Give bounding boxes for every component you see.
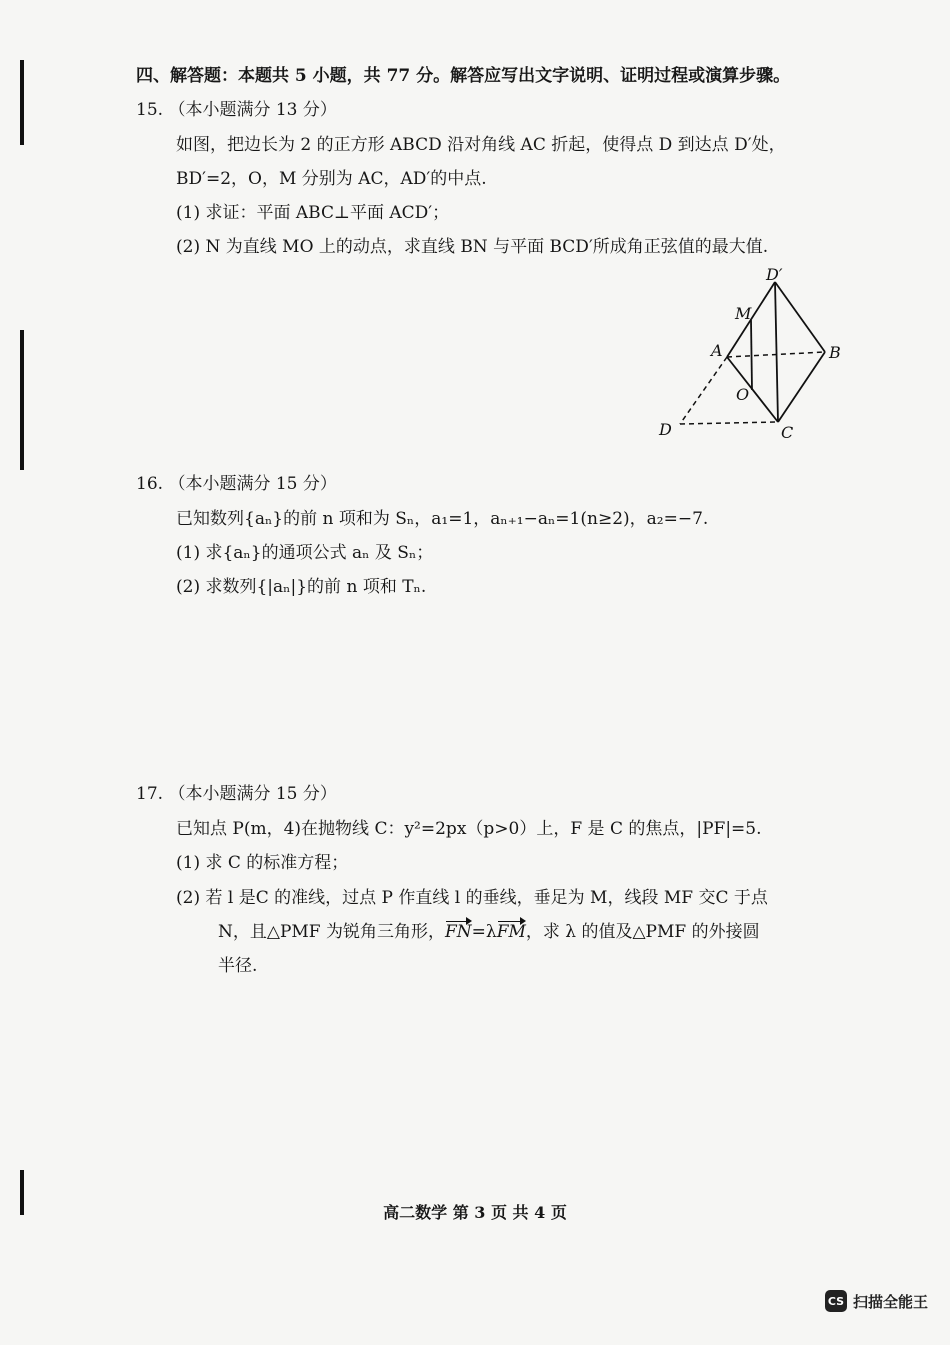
q17-title: 17. （本小题满分 15 分） bbox=[136, 784, 337, 804]
q16-part1: (1) 求{aₙ}的通项公式 aₙ 及 Sₙ； bbox=[176, 543, 434, 563]
q17-part1: (1) 求 C 的标准方程； bbox=[176, 853, 349, 873]
q15-text-line1: 如图，把边长为 2 的正方形 ABCD 沿对角线 AC 折起，使得点 D 到达点 D′处， bbox=[176, 135, 786, 155]
vector-fm: FM bbox=[496, 922, 526, 942]
vector-fn: FN bbox=[445, 922, 472, 942]
left-binding-mark-middle bbox=[20, 330, 24, 470]
q15-text-line2: BD′=2，O，M 分别为 AC，AD′的中点. bbox=[176, 169, 487, 189]
q17-part2-line1: (2) 若 l 是C 的准线，过点 P 作直线 l 的垂线，垂足为 M，线段 MF 交C 于点 bbox=[176, 888, 768, 908]
q17-part2-line3: 半径. bbox=[218, 956, 258, 976]
cs-logo-icon: CS bbox=[825, 1290, 847, 1312]
scanner-watermark bbox=[825, 1290, 928, 1312]
q16-part2: (2) 求数列{|aₙ|}的前 n 项和 Tₙ. bbox=[176, 577, 427, 597]
q17-text-line1: 已知点 P(m，4)在抛物线 C：y²=2px（p>0）上，F 是 C 的焦点，|PF|=5. bbox=[176, 819, 762, 839]
q16-title: 16. （本小题满分 15 分） bbox=[136, 474, 337, 494]
q15-part2: (2) N 为直线 MO 上的动点，求直线 BN 与平面 BCD′所成角正弦值的最大值. bbox=[176, 237, 769, 257]
q15-figure bbox=[650, 262, 860, 447]
label-c: C bbox=[781, 423, 794, 442]
scanner-brand-text: 扫描全能王 bbox=[852, 1292, 928, 1311]
left-binding-mark-top bbox=[20, 60, 24, 145]
label-d: D bbox=[659, 420, 672, 439]
label-o: O bbox=[736, 385, 750, 404]
q17-equals-lambda: =λ bbox=[471, 922, 497, 942]
label-m: M bbox=[735, 304, 752, 323]
section-header: 四、解答题：本题共 5 小题，共 77 分。解答应写出文字说明、证明过程或演算步骤。 bbox=[136, 66, 791, 86]
label-a: A bbox=[711, 341, 723, 360]
label-b: B bbox=[829, 343, 841, 362]
q17-part2-line2 bbox=[218, 920, 760, 944]
q16-text-line1: 已知数列{aₙ}的前 n 项和为 Sₙ，a₁=1，aₙ₊₁−aₙ=1(n≥2)，a₂=−7. bbox=[176, 509, 709, 529]
page-footer: 高二数学 第 3 页 共 4 页 bbox=[383, 1203, 567, 1222]
q15-title: 15. （本小题满分 13 分） bbox=[136, 100, 337, 120]
q15-part1: (1) 求证：平面 ABC⊥平面 ACD′； bbox=[176, 203, 450, 223]
q17-part2-line2-end: ，求 λ 的值及△PMF 的外接圆 bbox=[525, 922, 760, 942]
label-d-prime: D′ bbox=[766, 265, 783, 284]
q17-part2-line2-start: N，且△PMF 为锐角三角形， bbox=[218, 922, 445, 942]
